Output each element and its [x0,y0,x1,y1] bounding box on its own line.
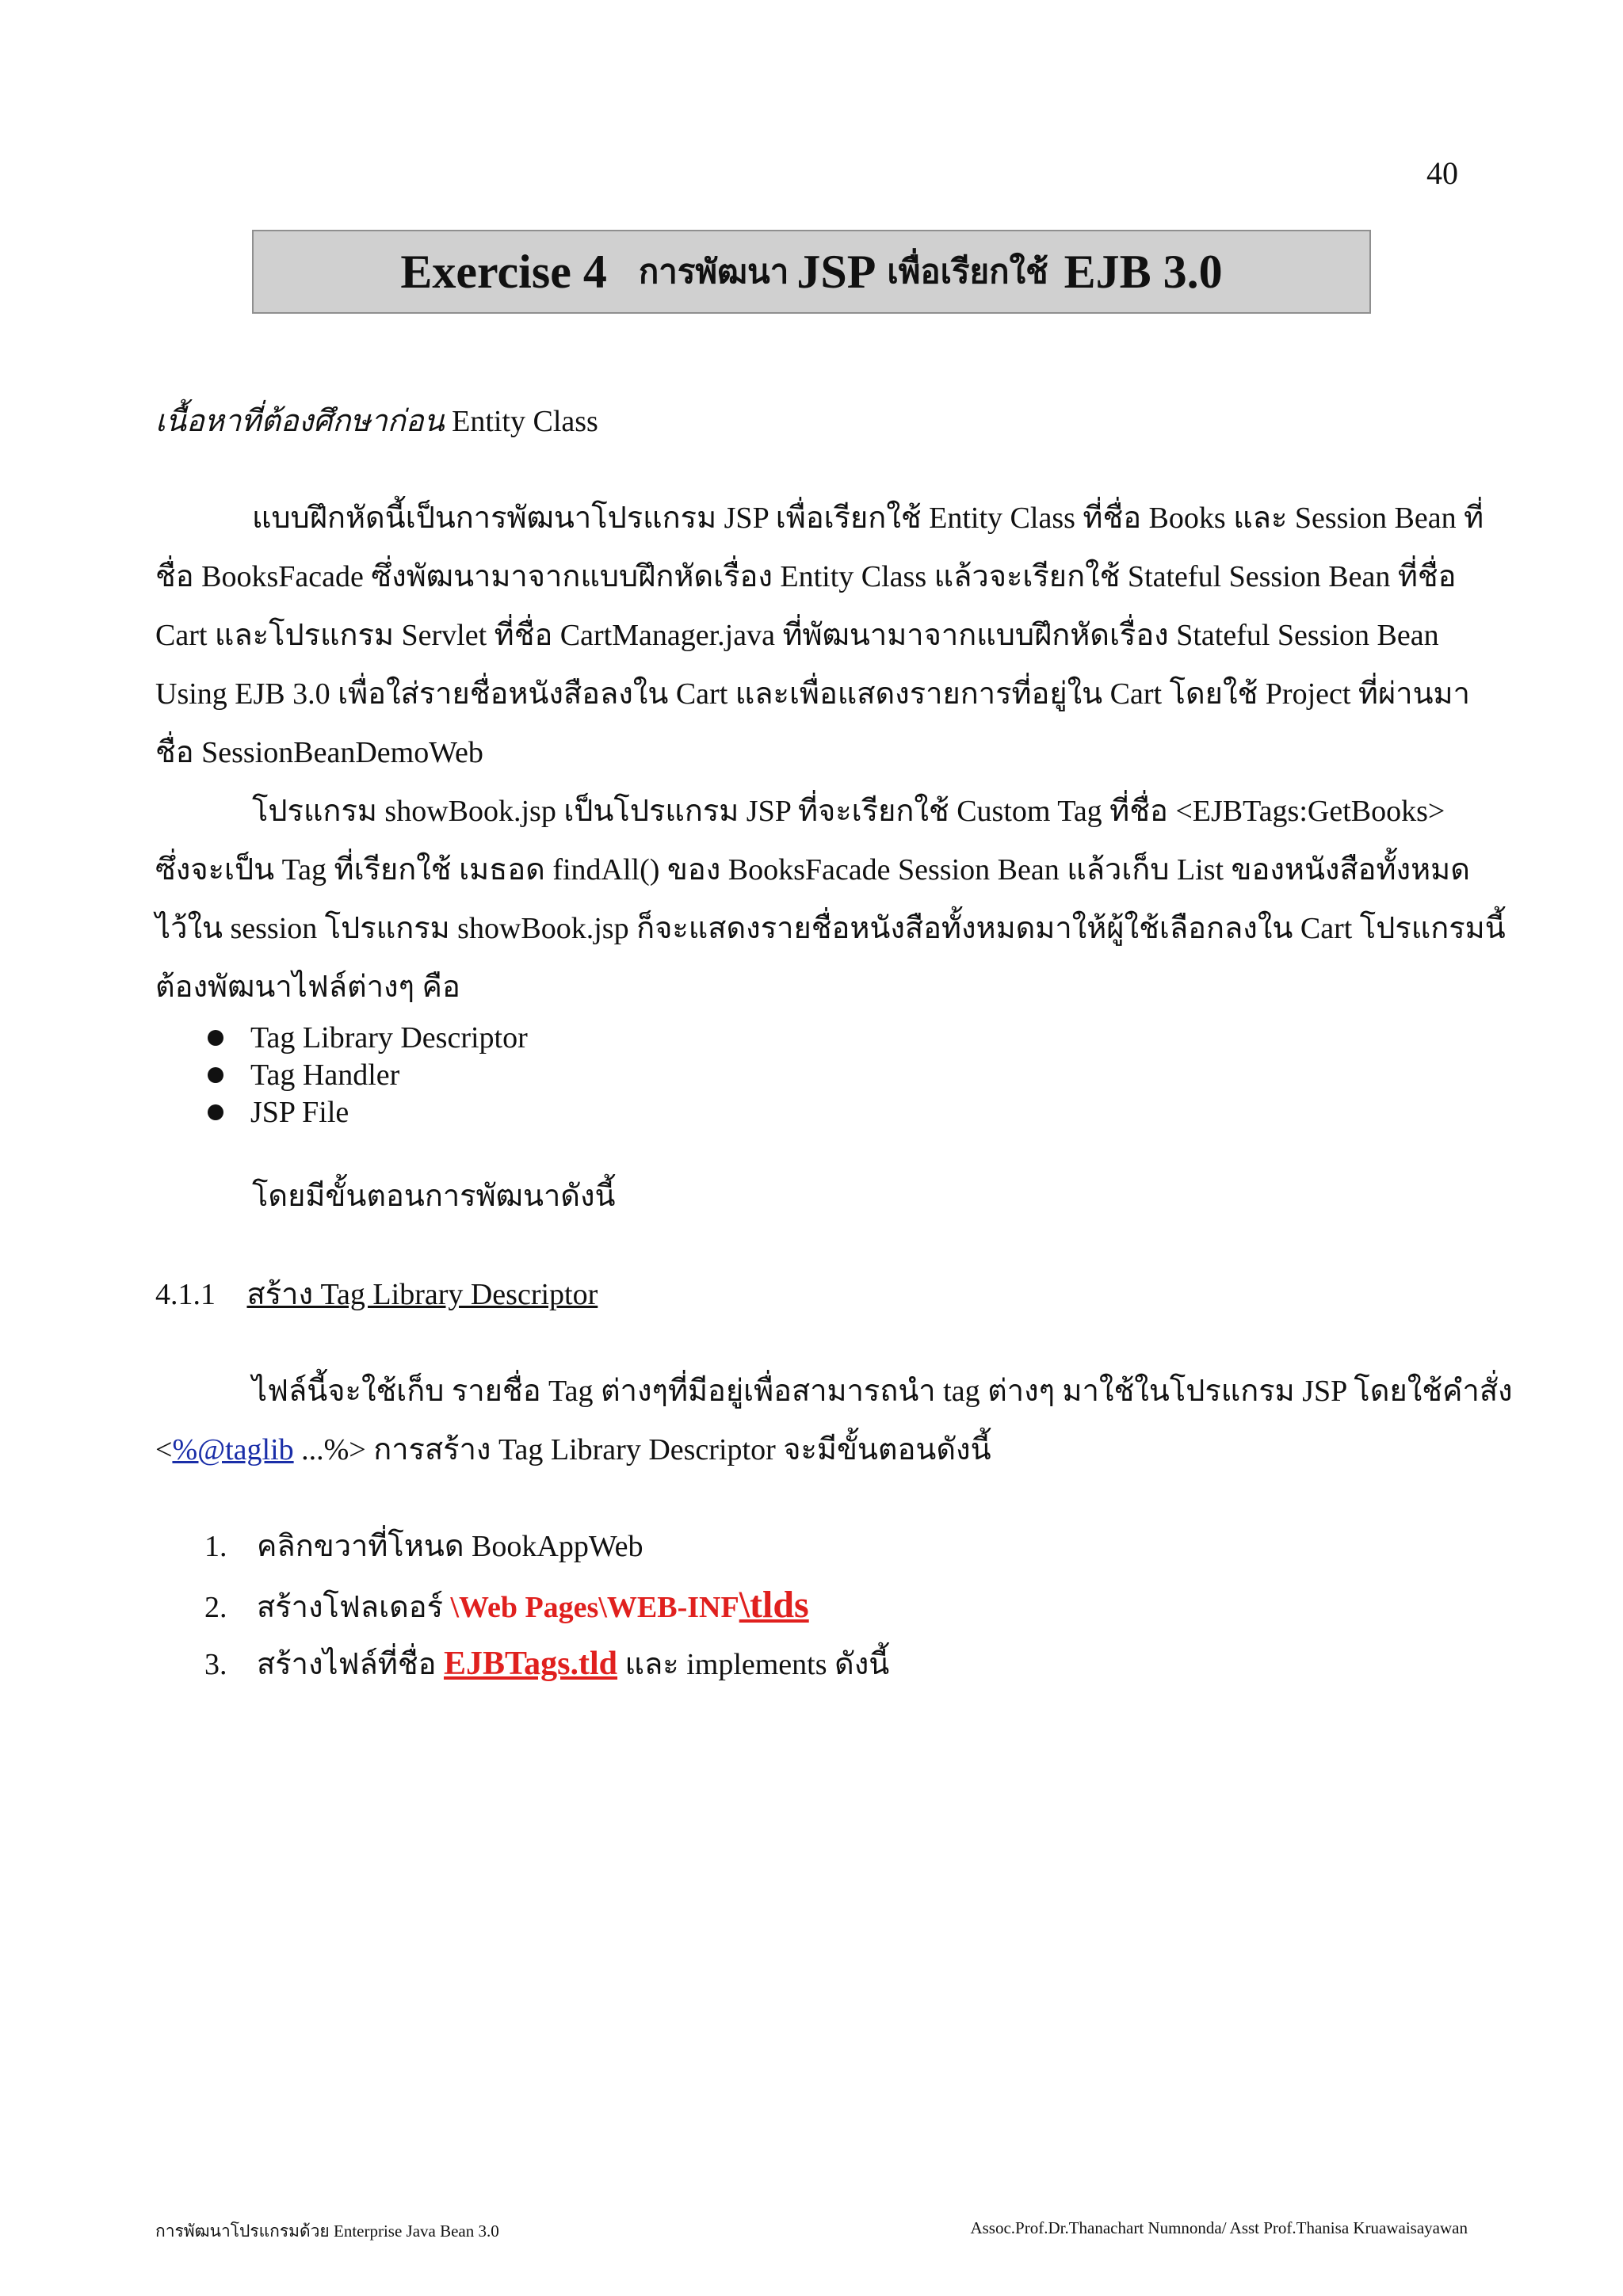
intro-line-4: Using EJB 3.0 เพื่อใส่รายชื่อหนังสือลงใน Cart และเพื่อแสดงรายการที่อยู่ใน Cart โดยใช้ Project ที่ผ่านมา [155,677,1470,711]
section-body-line-2 [155,1434,991,1466]
folder-path: \Web Pages\WEB-INF [450,1591,739,1624]
step-text: สร้างโฟลเดอร์ [257,1591,451,1624]
title-jsp: JSP [796,245,876,298]
prerequisite-line [155,406,598,437]
title-ejb: EJB 3.0 [1064,245,1223,298]
folder-tlds: \tlds [739,1584,809,1626]
prerequisite-value: Entity Class [452,405,598,438]
numbered-step [204,1531,643,1562]
section-heading [155,1279,598,1310]
prerequisite-label: เนื้อหาที่ต้องศึกษาก่อน [155,405,445,438]
title-thai-develop: การพัฒนา [638,254,789,291]
showbook-line-3: ไว้ใน session โปรแกรม showBook.jsp ก็จะแสดงรายชื่อหนังสือทั้งหมดมาให้ผู้ใช้เลือกลงใน Cart โปรแกรมนี้ [155,912,1506,945]
step-number: 3. [204,1648,227,1681]
title-exercise: Exercise 4 [400,245,607,298]
taglib-link[interactable]: %@taglib [172,1433,294,1466]
showbook-line-4: ต้องพัฒนาไฟล์ต่างๆ คือ [155,971,460,1004]
taglib-prefix: < [155,1433,173,1466]
footer-left: การพัฒนาโปรแกรมด้วย Enterprise Java Bean 3.0 [155,2222,499,2241]
taglib-suffix: ...%> การสร้าง Tag Library Descriptor จะมีขั้นตอนดังนี้ [293,1433,991,1466]
steps-intro: โดยมีขั้นตอนการพัฒนาดังนี้ [252,1180,616,1213]
intro-line-1: แบบฝึกหัดนี้เป็นการพัฒนาโปรแกรม JSP เพื่อเรียกใช้ Entity Class ที่ชื่อ Books และ Session Bean ที่ [252,502,1484,535]
bullet-item [208,1097,349,1128]
showbook-line-1: โปรแกรม showBook.jsp เป็นโปรแกรม JSP ที่จะเรียกใช้ Custom Tag ที่ชื่อ <EJBTags:GetBooks> [252,795,1445,828]
step-suffix: และ implements ดังนี้ [617,1648,890,1681]
bullet-item [208,1059,399,1091]
intro-line-5: ชื่อ SessionBeanDemoWeb [155,736,483,769]
bullet-icon [208,1030,223,1046]
showbook-line-2: ซึ่งจะเป็น Tag ที่เรียกใช้ เมธอด findAll() ของ BooksFacade Session Bean แล้วเก็บ List ของหนังสือทั้งหมด [155,853,1470,887]
step-number: 2. [204,1591,227,1624]
step-text: คลิกขวาที่โหนด BookAppWeb [257,1530,643,1563]
bullet-item [208,1022,528,1054]
section-number: 4.1.1 [155,1278,216,1311]
step-text: สร้างไฟล์ที่ชื่อ [257,1648,444,1681]
bullet-text: Tag Handler [250,1058,400,1092]
footer-right: Assoc.Prof.Dr.Thanachart Numnonda/ Asst Prof.Thanisa Kruawaisayawan [970,2218,1468,2237]
section-title: สร้าง Tag Library Descriptor [246,1278,598,1311]
bullet-icon [208,1067,223,1083]
page-number: 40 [1426,155,1458,191]
intro-line-3: Cart และโปรแกรม Servlet ที่ชื่อ CartManager.java ที่พัฒนามาจากแบบฝึกหัดเรื่อง Stateful Session Bean [155,619,1439,652]
intro-line-2: ชื่อ BooksFacade ซึ่งพัฒนามาจากแบบฝึกหัดเรื่อง Entity Class แล้วจะเรียกใช้ Stateful Session Bean ที่ชื่อ [155,560,1457,593]
bullet-text: Tag Library Descriptor [250,1021,528,1055]
exercise-title-banner [252,230,1371,314]
tld-filename: EJBTags.tld [443,1646,618,1682]
step-number: 1. [204,1530,227,1563]
bullet-text: JSP File [250,1096,349,1129]
bullet-icon [208,1104,223,1120]
numbered-step [204,1584,809,1626]
section-body-line-1: ไฟล์นี้จะใช้เก็บ รายชื่อ Tag ต่างๆที่มีอยู่เพื่อสามารถนำ tag ต่างๆ มาใช้ในโปรแกรม JSP โดยใช้คำสั่ง [252,1375,1513,1408]
numbered-step [204,1648,889,1680]
title-thai-call: เพื่อเรียกใช้ [887,254,1048,291]
